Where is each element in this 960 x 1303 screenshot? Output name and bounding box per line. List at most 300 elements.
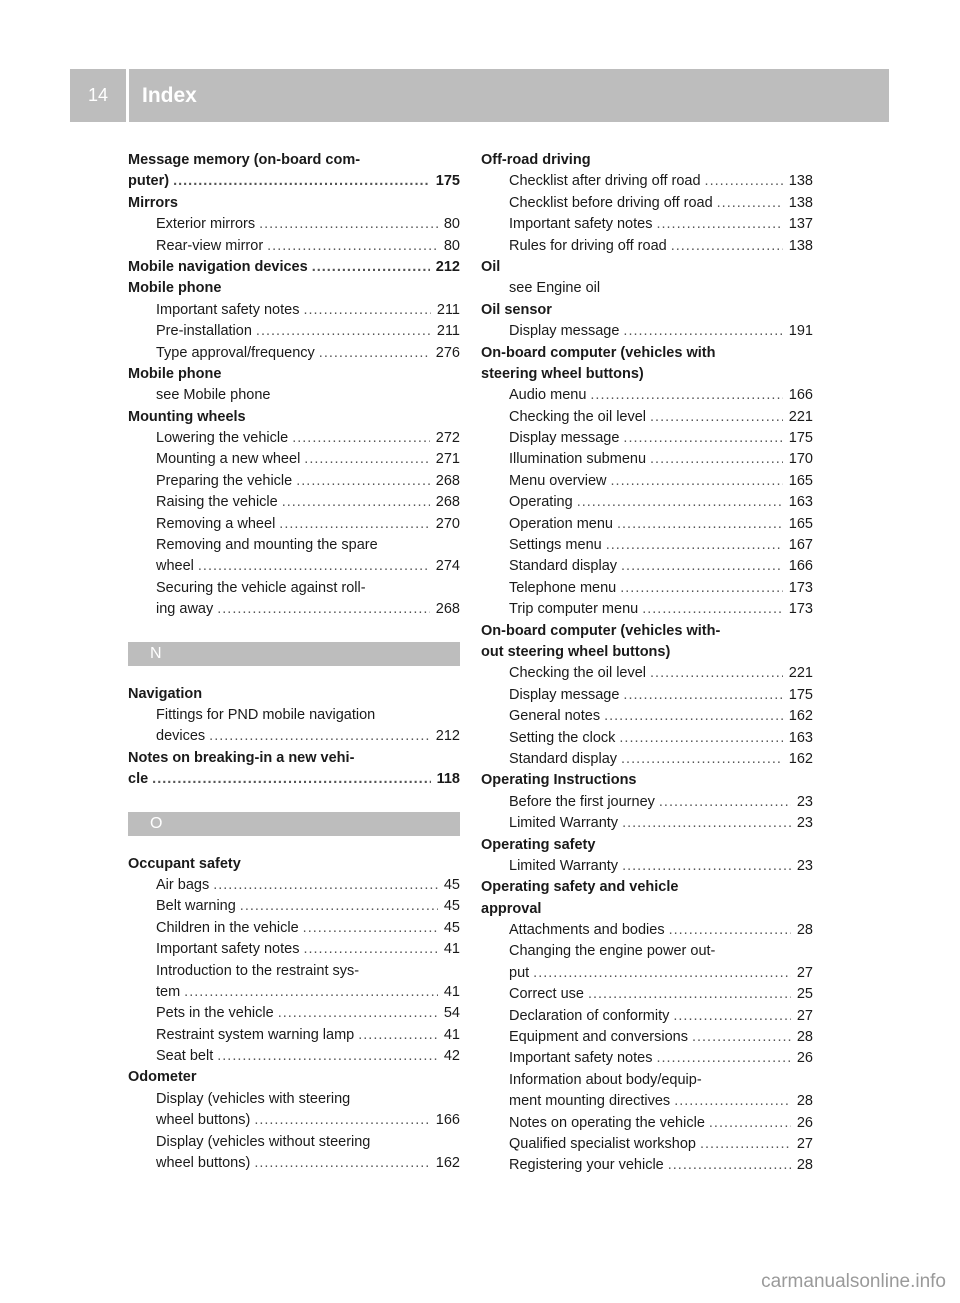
entry-text: Mounting wheels bbox=[128, 408, 246, 425]
index-entry bbox=[128, 1067, 460, 1088]
index-subentry[interactable] bbox=[128, 449, 460, 470]
index-entry bbox=[128, 854, 460, 875]
page-reference[interactable]: 175 bbox=[788, 430, 813, 447]
index-subentry[interactable] bbox=[128, 514, 460, 535]
page-reference[interactable]: 211 bbox=[436, 323, 460, 340]
entry-text: Checklist after driving off road bbox=[509, 173, 701, 190]
page-reference[interactable]: 23 bbox=[796, 793, 813, 810]
index-subentry[interactable] bbox=[481, 471, 813, 492]
dot-leader bbox=[671, 236, 783, 257]
page-reference[interactable]: 25 bbox=[796, 986, 813, 1003]
index-subentry bbox=[128, 705, 460, 726]
index-subentry[interactable] bbox=[128, 1153, 460, 1174]
page-reference[interactable]: 26 bbox=[796, 1050, 813, 1067]
entry-text: Display message bbox=[509, 430, 620, 447]
entry-text: Restraint system warning lamp bbox=[156, 1026, 355, 1043]
index-subentry[interactable] bbox=[128, 1025, 460, 1046]
entry-text: Navigation bbox=[128, 685, 203, 702]
entry-text: Odometer bbox=[128, 1069, 197, 1086]
entry-text: Pre-installation bbox=[156, 323, 252, 340]
entry-text: Mounting a new wheel bbox=[156, 451, 301, 468]
page-reference[interactable]: 163 bbox=[788, 494, 813, 511]
entry-text: Display message bbox=[509, 323, 620, 340]
entry-text: Mobile navigation devices bbox=[128, 258, 308, 275]
dot-leader bbox=[303, 918, 438, 939]
dot-leader bbox=[292, 428, 430, 449]
entry-text: Checking the oil level bbox=[509, 665, 647, 682]
entry-text: Notes on operating the vehicle bbox=[509, 1114, 705, 1131]
dot-leader bbox=[650, 407, 783, 428]
dot-leader bbox=[620, 578, 783, 599]
watermark: carmanualsonline.info bbox=[761, 1271, 946, 1292]
entry-text: Display message bbox=[509, 686, 620, 703]
entry-text: Preparing the vehicle bbox=[156, 472, 293, 489]
index-entry[interactable] bbox=[128, 171, 460, 192]
entry-text: Attachments and bodies bbox=[509, 922, 665, 939]
dot-leader bbox=[709, 1113, 791, 1134]
index-subentry[interactable] bbox=[481, 321, 813, 342]
index-subentry[interactable] bbox=[481, 663, 813, 684]
dot-leader bbox=[622, 856, 791, 877]
index-subentry bbox=[128, 578, 460, 599]
index-subentry[interactable] bbox=[481, 428, 813, 449]
page-reference[interactable]: 28 bbox=[796, 1029, 813, 1046]
index-subentry bbox=[481, 941, 813, 962]
dot-leader bbox=[312, 257, 430, 278]
index-subentry[interactable] bbox=[128, 428, 460, 449]
page-reference[interactable]: 270 bbox=[435, 515, 460, 532]
entry-text: Type approval/frequency bbox=[156, 344, 315, 361]
entry-text: Mirrors bbox=[128, 194, 178, 211]
index-subentry[interactable] bbox=[128, 343, 460, 364]
dot-leader bbox=[604, 706, 783, 727]
entry-text: wheel bbox=[156, 558, 194, 575]
entry-text: put bbox=[509, 964, 530, 981]
page-reference[interactable]: 268 bbox=[435, 472, 460, 489]
dot-leader bbox=[184, 982, 438, 1003]
entry-text: Notes on breaking-in a new vehi- bbox=[128, 749, 355, 766]
page-reference[interactable]: 175 bbox=[788, 686, 813, 703]
entry-text: Settings menu bbox=[509, 537, 602, 554]
page-reference[interactable]: 272 bbox=[435, 430, 460, 447]
index-letter-heading: O bbox=[128, 812, 460, 836]
index-subentry[interactable] bbox=[128, 726, 460, 747]
page-reference[interactable]: 28 bbox=[796, 922, 813, 939]
index-subentry bbox=[481, 1070, 813, 1091]
page-reference[interactable]: 45 bbox=[443, 876, 460, 893]
index-subentry[interactable] bbox=[481, 685, 813, 706]
entry-text: see Mobile phone bbox=[156, 387, 271, 404]
dot-leader bbox=[358, 1025, 438, 1046]
dot-leader bbox=[209, 726, 430, 747]
index-column-left bbox=[128, 150, 460, 1174]
entry-text: Trip computer menu bbox=[509, 601, 639, 618]
dot-leader bbox=[304, 449, 430, 470]
index-subentry[interactable] bbox=[128, 300, 460, 321]
index-subentry[interactable] bbox=[128, 1110, 460, 1131]
entry-text: Removing and mounting the spare bbox=[156, 537, 378, 554]
index-entry bbox=[481, 257, 813, 278]
page-reference[interactable]: 162 bbox=[788, 750, 813, 767]
index-entry bbox=[481, 899, 813, 920]
entry-text: puter) bbox=[128, 173, 170, 190]
index-subentry[interactable] bbox=[128, 492, 460, 513]
index-entry bbox=[128, 748, 460, 769]
index-subentry bbox=[128, 535, 460, 556]
index-entry bbox=[128, 364, 460, 385]
entry-text: Off-road driving bbox=[481, 152, 591, 168]
page-reference[interactable]: 138 bbox=[788, 237, 813, 254]
index-subentry[interactable] bbox=[481, 214, 813, 235]
page-reference[interactable]: 212 bbox=[435, 258, 460, 275]
dot-leader bbox=[656, 1048, 790, 1069]
page-reference[interactable]: 162 bbox=[435, 1155, 460, 1172]
entry-text: Operating safety and vehicle bbox=[481, 879, 679, 896]
dot-leader bbox=[659, 792, 791, 813]
index-letter-heading: N bbox=[128, 642, 460, 666]
entry-text: Operating Instructions bbox=[481, 772, 637, 789]
index-subentry[interactable] bbox=[481, 749, 813, 770]
dot-leader bbox=[621, 749, 783, 770]
page-reference[interactable]: 173 bbox=[788, 579, 813, 596]
dot-leader bbox=[303, 939, 437, 960]
page-reference[interactable]: 162 bbox=[788, 708, 813, 725]
page-reference[interactable]: 45 bbox=[443, 898, 460, 915]
page-reference[interactable]: 28 bbox=[796, 1093, 813, 1110]
page-reference[interactable]: 221 bbox=[788, 665, 813, 682]
index-entry bbox=[128, 684, 460, 705]
entry-text: Fittings for PND mobile navigation bbox=[156, 706, 376, 723]
page-reference[interactable]: 163 bbox=[788, 729, 813, 746]
dot-leader bbox=[621, 556, 783, 577]
index-subentry bbox=[128, 1132, 460, 1153]
index-subentry[interactable] bbox=[481, 599, 813, 620]
dot-leader bbox=[152, 769, 430, 790]
entry-text: Audio menu bbox=[509, 387, 587, 404]
index-entry bbox=[128, 278, 460, 299]
dot-leader bbox=[319, 343, 430, 364]
dot-leader bbox=[282, 492, 430, 513]
dot-leader bbox=[623, 321, 782, 342]
page-number: 14 bbox=[87, 85, 109, 105]
entry-text: Removing a wheel bbox=[156, 515, 276, 532]
entry-text: General notes bbox=[509, 708, 601, 725]
dot-leader bbox=[623, 428, 782, 449]
header-divider bbox=[126, 69, 129, 122]
index-subentry[interactable] bbox=[128, 471, 460, 492]
page-reference[interactable]: 166 bbox=[788, 387, 813, 404]
page-reference[interactable]: 80 bbox=[443, 216, 460, 233]
index-subentry[interactable] bbox=[481, 706, 813, 727]
index-entry bbox=[128, 150, 460, 171]
index-entry bbox=[481, 642, 813, 663]
index-entry bbox=[481, 835, 813, 856]
entry-text: wheel buttons) bbox=[156, 1112, 251, 1129]
entry-text: cle bbox=[128, 771, 149, 788]
dot-leader bbox=[256, 321, 431, 342]
page-reference[interactable]: 118 bbox=[436, 771, 460, 788]
page-reference[interactable]: 191 bbox=[788, 323, 813, 340]
page-reference[interactable]: 166 bbox=[788, 558, 813, 575]
page-reference[interactable]: 28 bbox=[796, 1157, 813, 1174]
dot-leader bbox=[622, 813, 791, 834]
dot-leader bbox=[254, 1110, 429, 1131]
index-subentry[interactable] bbox=[481, 1048, 813, 1069]
entry-text: Qualified specialist workshop bbox=[509, 1135, 696, 1152]
index-subentry bbox=[128, 385, 460, 406]
entry-text: Standard display bbox=[509, 750, 618, 767]
page-reference[interactable]: 167 bbox=[788, 537, 813, 554]
dot-leader bbox=[198, 556, 430, 577]
page-reference[interactable]: 138 bbox=[788, 173, 813, 190]
index-subentry[interactable] bbox=[481, 963, 813, 984]
entry-text: Operating bbox=[509, 494, 573, 511]
entry-text: wheel buttons) bbox=[156, 1155, 251, 1172]
page-reference[interactable]: 166 bbox=[435, 1112, 460, 1129]
index-entry[interactable] bbox=[128, 257, 460, 278]
page-reference[interactable]: 274 bbox=[435, 558, 460, 575]
entry-text: see Engine oil bbox=[509, 280, 601, 297]
entry-text: Oil bbox=[481, 258, 501, 275]
page-reference[interactable]: 45 bbox=[443, 919, 460, 936]
page-reference[interactable]: 42 bbox=[443, 1048, 460, 1065]
entry-text: Rear-view mirror bbox=[156, 237, 264, 254]
page-reference[interactable]: 80 bbox=[443, 237, 460, 254]
dot-leader bbox=[617, 514, 783, 535]
page-reference[interactable]: 26 bbox=[796, 1114, 813, 1131]
entry-text: On-board computer (vehicles with- bbox=[481, 622, 721, 639]
entry-text: tem bbox=[156, 983, 181, 1000]
index-subentry[interactable] bbox=[128, 236, 460, 257]
page-reference[interactable]: 27 bbox=[796, 1007, 813, 1024]
dot-leader bbox=[590, 385, 782, 406]
dot-leader bbox=[650, 663, 783, 684]
page-reference[interactable]: 221 bbox=[788, 408, 813, 425]
dot-leader bbox=[619, 728, 782, 749]
page-reference[interactable]: 211 bbox=[436, 301, 460, 318]
entry-text: Introduction to the restraint sys- bbox=[156, 962, 360, 979]
dot-leader bbox=[217, 599, 430, 620]
entry-text: Air bags bbox=[156, 876, 210, 893]
entry-text: Limited Warranty bbox=[509, 815, 619, 832]
page-reference[interactable]: 173 bbox=[788, 601, 813, 618]
entry-text: Mobile phone bbox=[128, 365, 222, 382]
entry-text: steering wheel buttons) bbox=[481, 365, 644, 382]
entry-text: Illumination submenu bbox=[509, 451, 647, 468]
index-entry bbox=[481, 150, 813, 171]
dot-leader bbox=[673, 1006, 790, 1027]
dot-leader bbox=[173, 171, 430, 192]
entry-text: Checking the oil level bbox=[509, 408, 647, 425]
dot-leader bbox=[650, 449, 783, 470]
entry-text: ment mounting directives bbox=[509, 1093, 671, 1110]
index-entry bbox=[481, 621, 813, 642]
dot-leader bbox=[623, 685, 782, 706]
entry-text: Pets in the vehicle bbox=[156, 1005, 274, 1022]
entry-text: Correct use bbox=[509, 986, 584, 1003]
page-reference[interactable]: 268 bbox=[435, 601, 460, 618]
entry-text: Important safety notes bbox=[509, 1050, 653, 1067]
index-subentry[interactable] bbox=[128, 1046, 460, 1067]
entry-text: Occupant safety bbox=[128, 855, 241, 872]
entry-text: Oil sensor bbox=[481, 301, 552, 318]
index-subentry[interactable] bbox=[481, 514, 813, 535]
entry-text: Checklist before driving off road bbox=[509, 194, 713, 211]
page-reference[interactable]: 165 bbox=[788, 472, 813, 489]
entry-text: devices bbox=[156, 728, 206, 745]
index-subentry[interactable] bbox=[481, 1006, 813, 1027]
entry-text: Exterior mirrors bbox=[156, 216, 256, 233]
dot-leader bbox=[278, 1003, 438, 1024]
dot-leader bbox=[674, 1091, 791, 1112]
dot-leader bbox=[668, 1155, 791, 1176]
dot-leader bbox=[213, 875, 438, 896]
index-subentry[interactable] bbox=[481, 171, 813, 192]
index-subentry[interactable] bbox=[481, 1113, 813, 1134]
entry-text: Equipment and conversions bbox=[509, 1029, 688, 1046]
index-subentry bbox=[128, 961, 460, 982]
index-subentry[interactable] bbox=[481, 492, 813, 513]
dot-leader bbox=[240, 896, 438, 917]
index-subentry[interactable] bbox=[128, 214, 460, 235]
page-reference[interactable]: 268 bbox=[435, 494, 460, 511]
index-subentry[interactable] bbox=[481, 1134, 813, 1155]
index-column-right bbox=[481, 150, 813, 1177]
page-reference[interactable]: 276 bbox=[435, 344, 460, 361]
page-reference[interactable]: 271 bbox=[435, 451, 460, 468]
entry-text: Changing the engine power out- bbox=[509, 943, 716, 960]
entry-text: Lowering the vehicle bbox=[156, 430, 289, 447]
dot-leader bbox=[692, 1027, 791, 1048]
index-subentry[interactable] bbox=[481, 920, 813, 941]
dot-leader bbox=[533, 963, 791, 984]
dot-leader bbox=[267, 236, 438, 257]
dot-leader bbox=[717, 193, 783, 214]
index-subentry bbox=[481, 278, 813, 299]
index-subentry[interactable] bbox=[481, 407, 813, 428]
index-subentry[interactable] bbox=[481, 193, 813, 214]
entry-text: Raising the vehicle bbox=[156, 494, 278, 511]
page-reference[interactable]: 54 bbox=[443, 1005, 460, 1022]
index-subentry[interactable] bbox=[481, 236, 813, 257]
index-subentry[interactable] bbox=[481, 1091, 813, 1112]
dot-leader bbox=[577, 492, 783, 513]
dot-leader bbox=[642, 599, 783, 620]
entry-text: Information about body/equip- bbox=[509, 1071, 702, 1088]
entry-text: approval bbox=[481, 900, 542, 917]
page-reference[interactable]: 23 bbox=[796, 815, 813, 832]
entry-text: Important safety notes bbox=[156, 301, 300, 318]
page-reference[interactable]: 165 bbox=[788, 515, 813, 532]
index-subentry[interactable] bbox=[128, 982, 460, 1003]
index-entry bbox=[481, 300, 813, 321]
entry-text: Message memory (on-board com- bbox=[128, 152, 361, 168]
entry-text: Setting the clock bbox=[509, 729, 616, 746]
entry-text: Operating safety bbox=[481, 836, 596, 853]
index-subentry[interactable] bbox=[481, 792, 813, 813]
page-reference[interactable]: 138 bbox=[788, 194, 813, 211]
index-subentry[interactable] bbox=[128, 599, 460, 620]
dot-leader bbox=[611, 471, 783, 492]
dot-leader bbox=[254, 1153, 429, 1174]
dot-leader bbox=[259, 214, 438, 235]
page-reference[interactable]: 41 bbox=[443, 941, 460, 958]
index-subentry[interactable] bbox=[481, 578, 813, 599]
entry-text: On-board computer (vehicles with bbox=[481, 344, 716, 361]
page-reference[interactable]: 41 bbox=[443, 1026, 460, 1043]
page-reference[interactable]: 212 bbox=[435, 728, 460, 745]
index-entry bbox=[481, 343, 813, 364]
dot-leader bbox=[303, 300, 430, 321]
entry-text: Before the first journey bbox=[509, 793, 655, 810]
index-entry[interactable] bbox=[128, 769, 460, 790]
index-subentry[interactable] bbox=[481, 535, 813, 556]
index-subentry[interactable] bbox=[481, 385, 813, 406]
index-subentry[interactable] bbox=[481, 984, 813, 1005]
entry-text: Securing the vehicle against roll- bbox=[156, 579, 366, 596]
index-subentry[interactable] bbox=[481, 728, 813, 749]
index-entry bbox=[481, 364, 813, 385]
page-reference[interactable]: 27 bbox=[796, 964, 813, 981]
index-subentry[interactable] bbox=[128, 556, 460, 577]
dot-leader bbox=[700, 1134, 791, 1155]
entry-text: Declaration of conformity bbox=[509, 1007, 670, 1024]
page-reference[interactable]: 41 bbox=[443, 983, 460, 1000]
index-entry bbox=[481, 770, 813, 791]
entry-text: Belt warning bbox=[156, 898, 236, 915]
page-reference[interactable]: 175 bbox=[435, 173, 460, 190]
index-subentry[interactable] bbox=[128, 939, 460, 960]
index-subentry[interactable] bbox=[128, 918, 460, 939]
entry-text: Rules for driving off road bbox=[509, 237, 667, 254]
page-reference[interactable]: 137 bbox=[788, 216, 813, 233]
index-entry bbox=[481, 877, 813, 898]
entry-text: Mobile phone bbox=[128, 280, 222, 297]
index-subentry[interactable] bbox=[128, 1003, 460, 1024]
entry-text: Display (vehicles with steering bbox=[156, 1090, 351, 1107]
index-subentry bbox=[128, 1089, 460, 1110]
index-subentry[interactable] bbox=[128, 875, 460, 896]
entry-text: Telephone menu bbox=[509, 579, 617, 596]
page-reference[interactable]: 27 bbox=[796, 1135, 813, 1152]
dot-leader bbox=[588, 984, 791, 1005]
index-subentry[interactable] bbox=[481, 1027, 813, 1048]
entry-text: Important safety notes bbox=[156, 941, 300, 958]
entry-text: Display (vehicles without steering bbox=[156, 1133, 371, 1150]
index-subentry[interactable] bbox=[128, 321, 460, 342]
index-subentry[interactable] bbox=[481, 556, 813, 577]
index-subentry[interactable] bbox=[481, 856, 813, 877]
index-subentry[interactable] bbox=[128, 896, 460, 917]
index-entry bbox=[128, 193, 460, 214]
page-reference[interactable]: 170 bbox=[788, 451, 813, 468]
entry-text: Children in the vehicle bbox=[156, 919, 299, 936]
page-reference[interactable]: 23 bbox=[796, 857, 813, 874]
entry-text: ing away bbox=[156, 601, 214, 618]
entry-text: Menu overview bbox=[509, 472, 607, 489]
index-entry bbox=[128, 407, 460, 428]
dot-leader bbox=[669, 920, 791, 941]
index-subentry[interactable] bbox=[481, 449, 813, 470]
entry-text: Standard display bbox=[509, 558, 618, 575]
index-subentry[interactable] bbox=[481, 813, 813, 834]
index-subentry[interactable] bbox=[481, 1155, 813, 1176]
entry-text: Operation menu bbox=[509, 515, 613, 532]
dot-leader bbox=[296, 471, 430, 492]
dot-leader bbox=[656, 214, 782, 235]
entry-text: Limited Warranty bbox=[509, 857, 619, 874]
dot-leader bbox=[279, 514, 430, 535]
